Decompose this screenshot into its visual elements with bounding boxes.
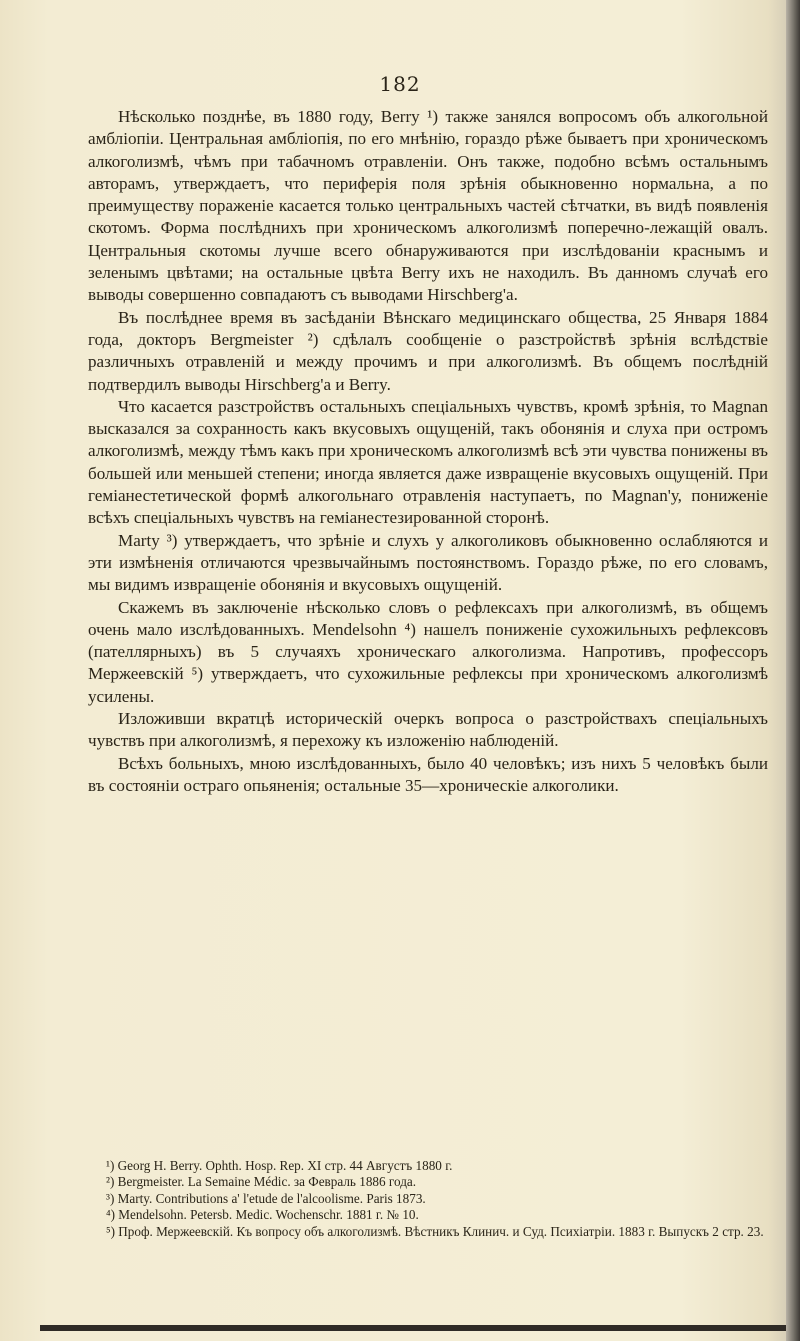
page-number: 182 bbox=[379, 72, 421, 96]
paragraph-transition: Изложивши вкратцѣ историческій очеркъ вопроса о разстройствахъ спеціальныхъ чувствъ при алкоголизмѣ, я перехожу къ изложенію наблюденій. bbox=[88, 709, 768, 751]
footnote-4: ⁴) Mendelsohn. Petersb. Medic. Wochenschr. 1881 г. № 10. bbox=[106, 1207, 419, 1223]
paragraph-bergmeister: Въ послѣднее время въ засѣданіи Вѣнскаго медицинскаго общества, 25 Января 1884 года, докторъ Bergmeister ²) сдѣлалъ сообщеніе о разстройствѣ зрѣнія вслѣдствіе различныхъ отравленій и между прочимъ и при алкоголизмѣ. Въ общемъ послѣдній подтвердилъ выводы Hirschberg'а и Berry. bbox=[88, 307, 768, 394]
paragraph-berry: Нѣсколько позднѣе, въ 1880 году, Berry ¹) также занялся вопросомъ объ алкогольной амбліопіи. Центральная амбліопія, по его мнѣнію, гораздо рѣже бываетъ при хроническомъ алкоголизмѣ, чѣмъ при табачномъ отравленіи. Онъ также, подобно всѣмъ остальнымъ авторамъ, утверждаетъ, что периферія поля зрѣнія обыкновенно нормальна, а по преимуществу пораженіе касается только центральныхъ частей сѣтчатки, въ видѣ появленія скотомъ. Форма послѣднихъ при хроническомъ алкоголизмѣ поперечно-лежащій овалъ. Центральныя скотомы лучше всего обнаруживаются при изслѣдованіи краснымъ и зеленымъ цвѣтами; на остальные цвѣта Berry ихъ не находилъ. Въ данномъ случаѣ его выводы совершенно совпадаютъ съ выводами Hirschberg'а. bbox=[88, 107, 768, 305]
main-text bbox=[88, 106, 768, 797]
paragraph-patients: Всѣхъ больныхъ, мною изслѣдованныхъ, было 40 человѣкъ; изъ нихъ 5 человѣкъ были въ состояніи остраго опьяненія; остальные 35—хроническіе алкоголики. bbox=[88, 753, 768, 795]
page-edge-shadow bbox=[786, 0, 800, 1341]
bottom-border bbox=[40, 1325, 786, 1331]
footnote-1: ¹) Georg H. Berry. Ophth. Hosp. Rep. XI стр. 44 Августъ 1880 г. bbox=[106, 1158, 453, 1173]
paragraph-marty: Marty ³) утверждаетъ, что зрѣніе и слухъ у алкоголиковъ обыкновенно ослабляются и эти измѣненія отличаются чрезвычайнымъ постоянствомъ. Гораздо рѣже, по его словамъ, мы видимъ извращеніе обонянія и вкусовыхъ ощущеній. bbox=[88, 530, 768, 595]
footnote-5: ⁵) Проф. Мержеевскій. Къ вопросу объ алкоголизмѣ. Вѣстникъ Клинич. и Суд. Психіатріи. 1883 г. Выпускъ 2 стр. 23. bbox=[106, 1223, 764, 1239]
paragraph-reflexes: Скажемъ въ заключеніе нѣсколько словъ о рефлексахъ при алкоголизмѣ, въ общемъ очень мало изслѣдованныхъ. Mendelsohn ⁴) нашелъ пониженіе сухожильныхъ рефлексовъ (пателлярныхъ) въ 5 случаяхъ хроническаго алкоголизма. Напротивъ, профессоръ Мержеевскій ⁵) утверждаетъ, что сухожильные рефлексы при хроническомъ алкоголизмѣ усилены. bbox=[88, 597, 768, 706]
footnotes bbox=[88, 1158, 768, 1240]
footnote-3: ³) Marty. Contributions a' l'etude de l'alcoolisme. Paris 1873. bbox=[106, 1190, 426, 1206]
paragraph-magnan: Что касается разстройствъ остальныхъ спеціальныхъ чувствъ, кромѣ зрѣнія, то Magnan высказался за сохранность какъ вкусовыхъ ощущеній, такъ обонянія и слуха при остромъ алкоголизмѣ, между тѣмъ какъ при хроническомъ алкоголизмѣ всѣ эти чувства понижены въ большей или меньшей степени; иногда является даже извращеніе вкусовыхъ ощущеній. При геміанестетической формѣ алкогольнаго отравленія наступаетъ, по Magnan'у, пониженіе всѣхъ спеціальныхъ чувствъ на геміанестезированной сторонѣ. bbox=[88, 396, 768, 528]
footnote-2: ²) Bergmeister. La Semaine Médic. за Февраль 1886 года. bbox=[106, 1174, 417, 1190]
